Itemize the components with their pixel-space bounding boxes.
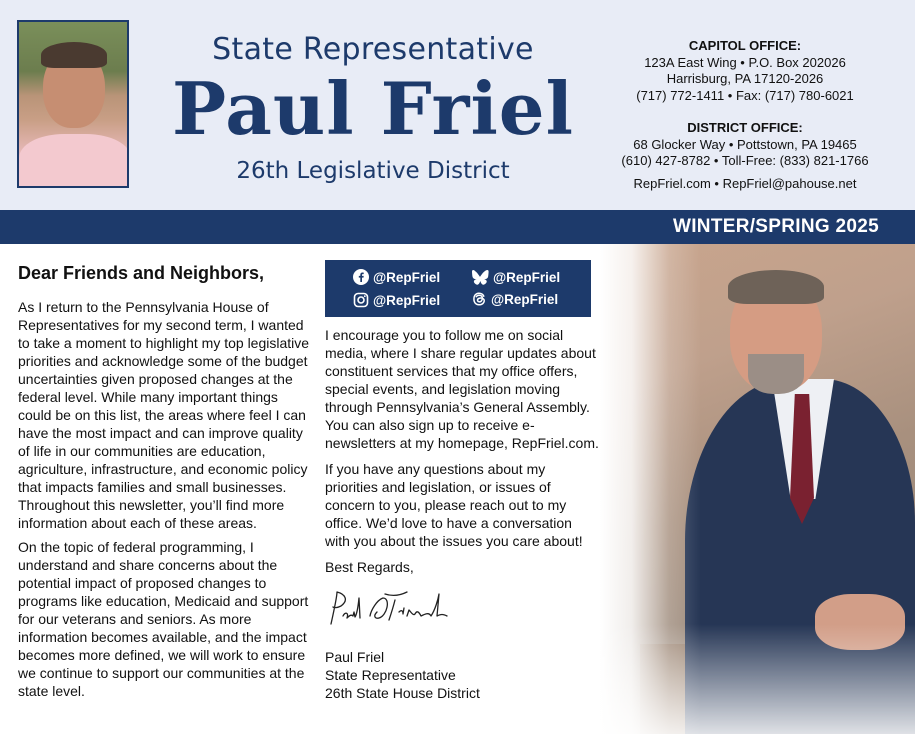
handwritten-signature: [325, 586, 600, 640]
title-block: [150, 30, 596, 186]
threads-icon: [471, 291, 487, 307]
letter-closing: Best Regards,: [325, 559, 414, 575]
headshot-photo: [17, 20, 129, 188]
signature-name: Paul Friel: [325, 649, 385, 665]
title-top: State Representative: [212, 32, 534, 67]
letter-paragraph: On the topic of federal programming, I understand and share concerns about the potential impact of proposed changes to programs like education, Medicaid and support for our veterans and seniors. As more information becomes available, and the impact becomes more defined, we will work to ensure we continue to support our communities at the state level.: [18, 539, 309, 699]
district-office-heading: DISTRICT OFFICE:: [687, 120, 803, 135]
newsletter-header: [0, 0, 915, 210]
facebook-icon: [353, 269, 369, 285]
threads-handle: @RepFriel: [491, 291, 559, 307]
capitol-office-line: (717) 772-1411 • Fax: (717) 780-6021: [636, 87, 854, 103]
letter-column-middle: [325, 326, 600, 702]
representative-portrait: [600, 244, 915, 734]
capitol-office-heading: CAPITOL OFFICE:: [688, 38, 802, 53]
bluesky-icon: [471, 269, 489, 285]
season-label: WINTER/SPRING 2025: [672, 216, 879, 237]
bluesky-link[interactable]: [471, 269, 560, 285]
district-label: 26th Legislative District: [236, 158, 510, 184]
facebook-handle: @RepFriel: [373, 269, 441, 285]
social-media-box: [325, 260, 591, 317]
district-office-line: 68 Glocker Way • Pottstown, PA 19465: [633, 136, 857, 152]
instagram-handle: @RepFriel: [373, 292, 441, 308]
facebook-link[interactable]: [353, 269, 440, 285]
bluesky-handle: @RepFriel: [493, 269, 561, 285]
representative-name: Paul Friel: [172, 66, 574, 151]
letter-paragraph: I encourage you to follow me on social media, where I share regular updates about constituent services that my office offers, special events, and legislation moving through Pennsylvania’s General Assembly. You can also sign up to receive e-newsletters at my homepage, RepFriel.com.: [325, 327, 599, 451]
capitol-office-line: Harrisburg, PA 17120-2026: [666, 71, 824, 86]
instagram-icon: [353, 292, 369, 308]
website-email-line[interactable]: RepFriel.com • RepFriel@pahouse.net: [633, 175, 857, 191]
letter-paragraph: As I return to the Pennsylvania House of Representatives for my second term, I wanted to take a moment to highlight my top legislative priorities and acknowledge some of the budget uncertainties given proposed changes at the federal level. While many important things could be on this list, the areas where feel I can have the most impact and can improve quality of life in our communities are education, agriculture, infrastructure, and economic policy that impacts families and small businesses. Throughout this newsletter, you’ll find more information about each of these areas.: [18, 299, 310, 531]
signature-block: [325, 648, 600, 702]
letter-greeting: Dear Friends and Neighbors,: [18, 263, 265, 283]
signature-title: State Representative: [325, 667, 456, 683]
capitol-office-line: 123A East Wing • P.O. Box 202026: [644, 54, 846, 70]
letter-paragraph: If you have any questions about my priorities and legislation, or issues of concern to you, please reach out to my office. We’d love to have a conversation with you about the issues you care about!: [325, 461, 583, 549]
instagram-link[interactable]: [353, 292, 440, 308]
district-office-line: (610) 427-8782 • Toll-Free: (833) 821-1766: [621, 153, 869, 168]
threads-link[interactable]: [471, 291, 558, 307]
letter-column-left: [18, 262, 310, 706]
season-banner: [0, 210, 915, 244]
office-info: [600, 38, 890, 192]
signature-district: 26th State House District: [325, 685, 480, 701]
